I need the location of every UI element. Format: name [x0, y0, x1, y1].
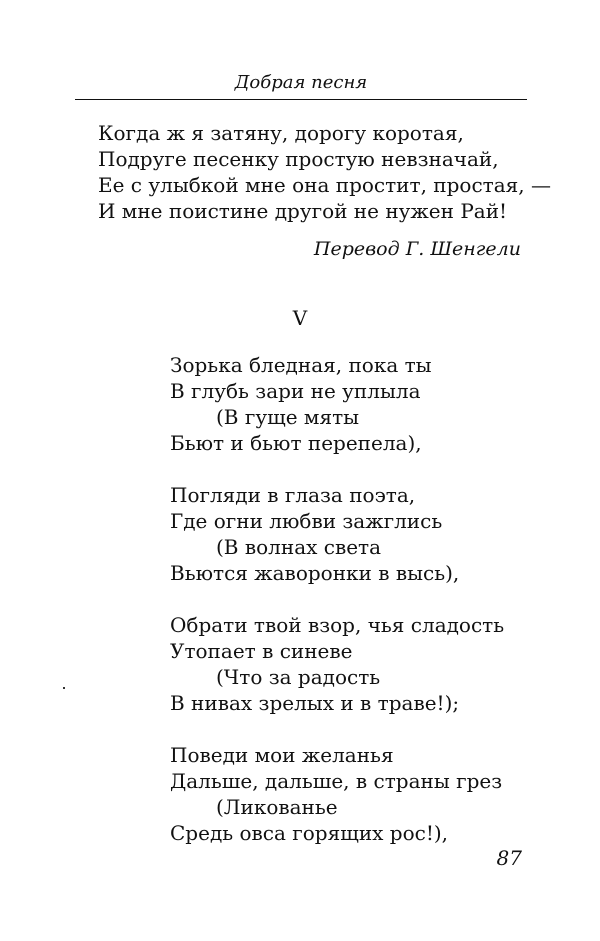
poem-line: Поведи мои желанья [170, 743, 394, 767]
poem-line: В глубь зари не уплыла [170, 379, 421, 403]
poem-line: И мне поистине другой не нужен Рай! [98, 199, 508, 223]
running-title: Добрая песня [234, 72, 368, 93]
stanza [170, 742, 504, 846]
section-number: V [292, 306, 308, 330]
stanza [170, 612, 504, 716]
poem-line: (Ликованье [216, 795, 338, 819]
poem-line: Когда ж я затяну, дорогу коротая, [98, 121, 464, 145]
header-rule [75, 99, 527, 100]
poem-line: В нивах зрелых и в траве!); [170, 691, 460, 715]
poem-line: Где огни любви зажглись [170, 509, 443, 533]
poem-line: Зорька бледная, пока ты [170, 353, 432, 377]
translator-credit: Перевод Г. Шенгели [313, 238, 521, 260]
stanza [170, 482, 504, 586]
second-poem [170, 352, 504, 872]
poem-line: (В гуще мяты [216, 405, 360, 429]
first-poem-stanza [98, 120, 551, 224]
poem-line: Подруге песенку простую невзначай, [98, 147, 499, 171]
poem-line: Средь овса горящих рос!), [170, 821, 449, 845]
poem-line: Обрати твой взор, чья сладость [170, 613, 505, 637]
poem-line: (В волнах света [216, 535, 382, 559]
poem-line: (Что за радость [216, 665, 381, 689]
poem-line: Утопает в синеве [170, 639, 353, 663]
poem-line: Ее с улыбкой мне она простит, простая, — [98, 173, 551, 197]
poem-line: Бьют и бьют перепела), [170, 431, 422, 455]
poem-line: Погляди в глаза поэта, [170, 483, 416, 507]
page-number: 87 [496, 846, 522, 870]
poem-line: Дальше, дальше, в страны грез [170, 769, 503, 793]
margin-mark [63, 687, 65, 689]
poem-line: Вьются жаворонки в высь), [170, 561, 460, 585]
stanza [170, 352, 504, 456]
